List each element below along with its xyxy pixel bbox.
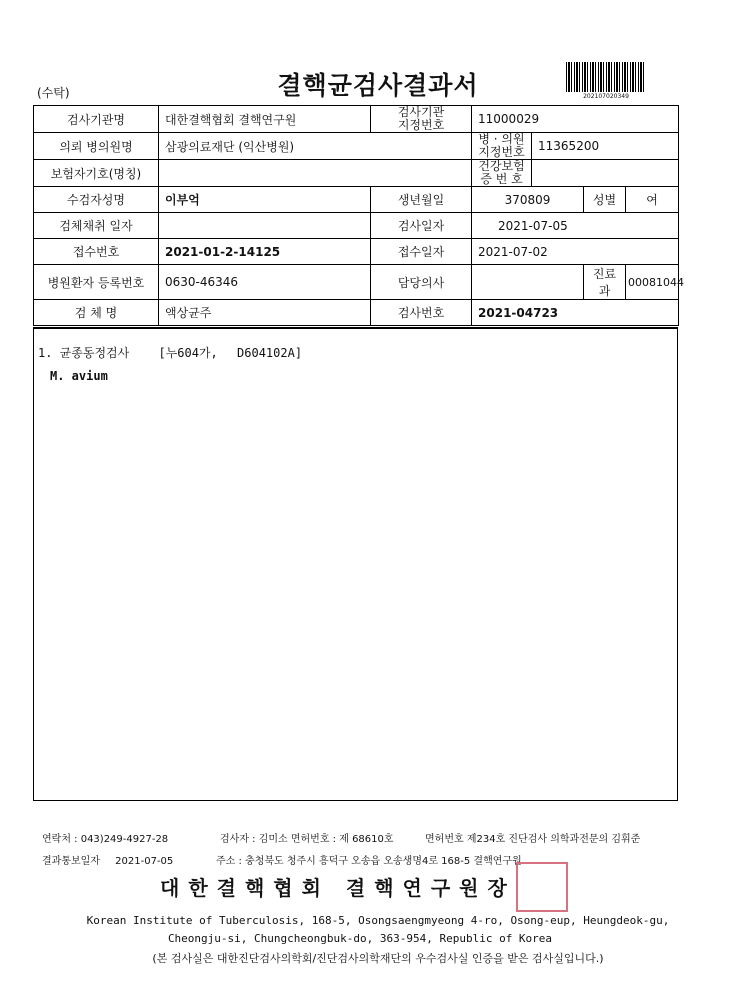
req-value: 삼광의료재단 (익산병원) xyxy=(159,133,472,160)
doctor-value xyxy=(472,265,584,300)
inst-value: 대한결핵협회 결핵연구원 xyxy=(159,106,371,133)
table-row xyxy=(34,213,679,239)
inst-code-label: 검사기관 지정번호 xyxy=(371,106,472,133)
recv-no-label: 접수번호 xyxy=(34,239,159,265)
table-row xyxy=(34,265,679,300)
organism-result: M. avium xyxy=(50,369,108,383)
test-date-value: 2021-07-05 xyxy=(472,213,679,239)
table-row xyxy=(34,239,679,265)
sex-label: 성별 xyxy=(584,187,626,213)
ins-no-label: 건강보험 증 번 호 xyxy=(472,160,532,187)
req-label: 의뢰 병의원명 xyxy=(34,133,159,160)
recv-date-label: 접수일자 xyxy=(371,239,472,265)
barcode-number: 202107020349 xyxy=(583,93,629,100)
address-text: 주소 : 충청북도 청주시 흥덕구 오송읍 오송생명4로 168-5 결핵연구원 xyxy=(216,856,522,867)
certification-note: (본 검사실은 대한진단검사의학회/진단검사의학재단의 우수검사실 인증을 받은 검사실입니다.) xyxy=(152,952,604,965)
inst-label: 검사기관명 xyxy=(34,106,159,133)
receipt-label: (수탁) xyxy=(37,86,70,100)
result-box xyxy=(33,327,678,801)
table-row xyxy=(34,106,679,133)
birth-value: 370809 xyxy=(472,187,584,213)
director-text: 면허번호 제234호 진단검사 의학과전문의 김휘준 xyxy=(425,834,641,845)
result-code2: D604102A] xyxy=(237,346,303,360)
report-date-value: 2021-07-05 xyxy=(115,856,174,867)
specimen-label: 검 체 명 xyxy=(34,300,159,326)
barcode-image xyxy=(566,62,646,92)
patient-reg-value: 0630-46346 xyxy=(159,265,371,300)
test-date-label: 검사일자 xyxy=(371,213,472,239)
table-row xyxy=(34,133,679,160)
english-address-1: Korean Institute of Tuberculosis, 168-5, Osongsaengmyeong 4-ro, Osong-eup, Heungdeok-gu, xyxy=(86,914,670,927)
table-row xyxy=(34,187,679,213)
patient-reg-label: 병원환자 등록번호 xyxy=(34,265,159,300)
result-item: 1. 균종동정검사 xyxy=(38,346,130,360)
dept-value: 00081044 xyxy=(626,265,679,300)
specimen-value: 액상균주 xyxy=(159,300,371,326)
ins-no-value xyxy=(532,160,679,187)
english-address-2: Cheongju-si, Chungcheongbuk-do, 363-954, Republic of Korea xyxy=(167,932,553,945)
recv-no-value: 2021-01-2-14125 xyxy=(159,239,371,265)
tester-text: 검사자 : 김미소 면허번호 : 제 68610호 xyxy=(220,834,394,845)
table-row xyxy=(34,300,679,326)
report-date-label: 결과통보일자 xyxy=(42,856,100,867)
req-code-label: 병 · 의원 지정번호 xyxy=(472,133,532,160)
test-no-label: 검사번호 xyxy=(371,300,472,326)
recv-date-value: 2021-07-02 xyxy=(472,239,679,265)
test-no-value: 2021-04723 xyxy=(472,300,679,326)
name-value: 이부억 xyxy=(159,187,371,213)
req-code-value: 11365200 xyxy=(532,133,679,160)
contact-text: 연락처 : 043)249-4927-28 xyxy=(42,834,169,845)
ins-value xyxy=(159,160,472,187)
organization-name: 대한결핵협회 결핵연구원장 xyxy=(160,876,516,900)
document-title: 결핵균검사결과서 xyxy=(277,71,479,100)
info-table xyxy=(33,105,685,326)
result-code: [누604가, xyxy=(158,346,218,360)
official-seal xyxy=(516,862,568,912)
ins-label: 보험자기호(명칭) xyxy=(34,160,159,187)
doctor-label: 담당의사 xyxy=(371,265,472,300)
collect-label: 검체채취 일자 xyxy=(34,213,159,239)
table-row xyxy=(34,160,679,187)
inst-code-value: 11000029 xyxy=(472,106,679,133)
sex-value: 여 xyxy=(626,187,679,213)
dept-label: 진료과 xyxy=(584,265,626,300)
name-label: 수검자성명 xyxy=(34,187,159,213)
collect-value xyxy=(159,213,371,239)
birth-label: 생년월일 xyxy=(371,187,472,213)
report-date xyxy=(42,852,173,867)
result-line xyxy=(38,344,324,361)
